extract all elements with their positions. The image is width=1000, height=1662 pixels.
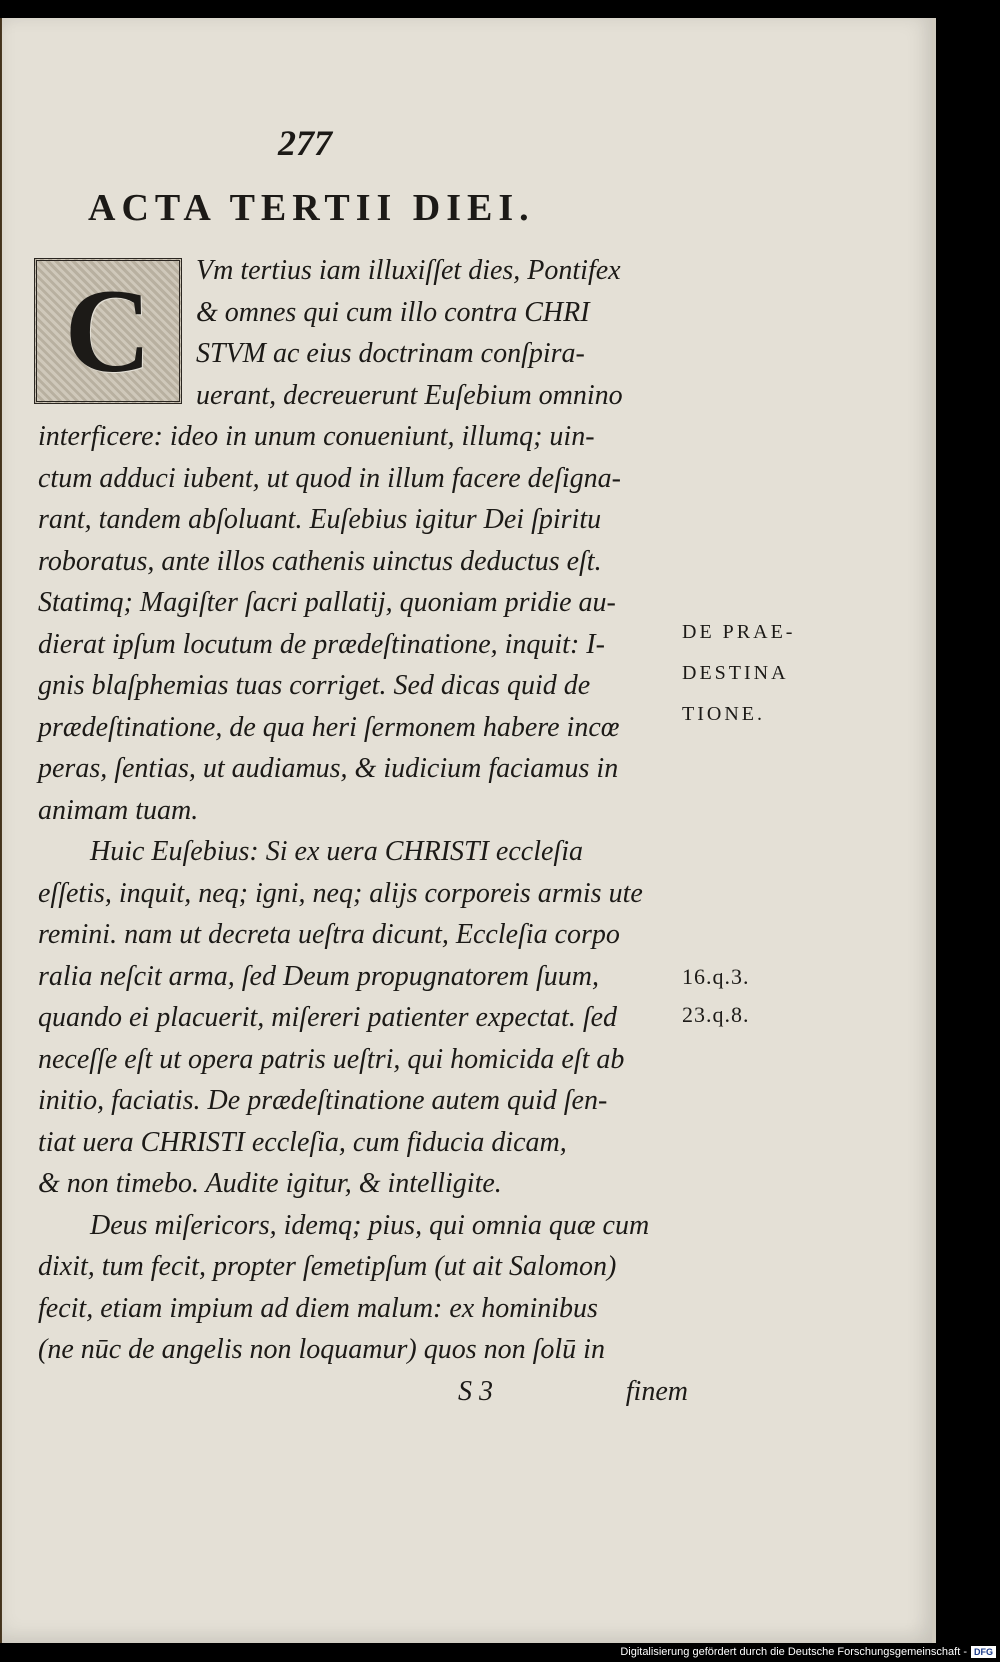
text-line: dixit, tum fecit, propter ſemetipſum (ut ait Salomon) — [38, 1251, 617, 1282]
marginal-line: DESTINA — [682, 662, 789, 684]
chapter-heading: ACTA TERTII DIEI. — [88, 187, 535, 229]
page-footer — [458, 1376, 688, 1408]
text-line: quando ei placuerit, miſereri patienter expectat. ſed — [38, 1002, 618, 1033]
text-line: ralia neſcit arma, ſed Deum propugnatorem ſuum, — [38, 960, 599, 992]
text-line: Vm tertius iam illuxiſſet dies, Pontifex — [196, 255, 621, 286]
text-line: neceſſe eſt ut opera patris ueſtri, qui homicida eſt ab — [38, 1043, 625, 1075]
page-number: 277 — [278, 123, 332, 163]
text-line: (ne nūc de angelis non loquamur) quos non ſolū in — [38, 1334, 605, 1365]
marginal-line: 16.q.3. — [682, 964, 750, 989]
text-line: STVM ac eius doctrinam conſpira- — [196, 338, 585, 369]
text-line: interficere: ideo in unum conueniunt, illumq; uin- — [38, 421, 595, 452]
text-line: peras, ſentias, ut audiamus, & iudicium faciamus in — [38, 753, 619, 784]
credit-text: Digitalisierung gefördert durch die Deutsche Forschungsgemeinschaft - — [620, 1646, 967, 1658]
signature-mark: S 3 — [458, 1376, 493, 1407]
text-line: & omnes qui cum illo contra CHRI — [196, 296, 590, 328]
marginal-line: 23.q.8. — [682, 1002, 750, 1027]
text-line: & non timebo. Audite igitur, & intelligite. — [38, 1168, 502, 1199]
text-line: Deus miſericors, idemq; pius, qui omnia quæ cum — [90, 1209, 650, 1241]
text-line: Statimq; Magiſter ſacri pallatij, quoniam pridie au- — [38, 587, 616, 618]
text-line: Huic Euſebius: Si ex uera CHRISTI eccleſia — [90, 836, 583, 867]
text-line: prædeſtinatione, de qua heri ſermonem habere incœ — [38, 711, 620, 743]
text-line: animam tuam. — [38, 794, 199, 826]
text-line: initio, faciatis. De prædeſtinatione autem quid ſen- — [38, 1085, 608, 1116]
marginal-line: TIONE. — [682, 703, 765, 725]
text-line: remini. nam ut decreta ueſtra dicunt, Eccleſia corpo — [38, 919, 620, 950]
text-line: roboratus, ante illos cathenis uinctus deductus eſt. — [38, 545, 602, 577]
text-line: rant, tandem abſoluant. Euſebius igitur Dei ſpiritu — [38, 504, 602, 535]
marginal-line: DE PRAE- — [682, 621, 796, 643]
dfg-logo: DFG — [971, 1646, 996, 1658]
marginal-note-predestination — [682, 612, 795, 735]
text-line: dierat ipſum locutum de prædeſtinatione, inquit: I- — [38, 628, 605, 660]
text-line: gnis blaſphemias tuas corriget. Sed dicas quid de — [38, 670, 591, 701]
text-line: uerant, decreuerunt Euſebium omnino — [196, 379, 623, 411]
text-line: tiat uera CHRISTI eccleſia, cum fiducia dicam, — [38, 1126, 567, 1158]
book-page — [2, 18, 936, 1643]
text-line: eſſetis, inquit, neq; igni, neq; alijs corporeis armis ute — [38, 877, 643, 909]
digitization-credit — [620, 1646, 996, 1658]
text-line: ctum adduci iubent, ut quod in illum facere deſigna- — [38, 462, 621, 494]
text-line: fecit, etiam impium ad diem malum: ex hominibus — [38, 1292, 598, 1324]
marginal-note-citations — [682, 958, 750, 1034]
initial-letter: C — [64, 264, 152, 397]
catchword: finem — [625, 1376, 688, 1407]
body-text — [38, 250, 678, 1371]
